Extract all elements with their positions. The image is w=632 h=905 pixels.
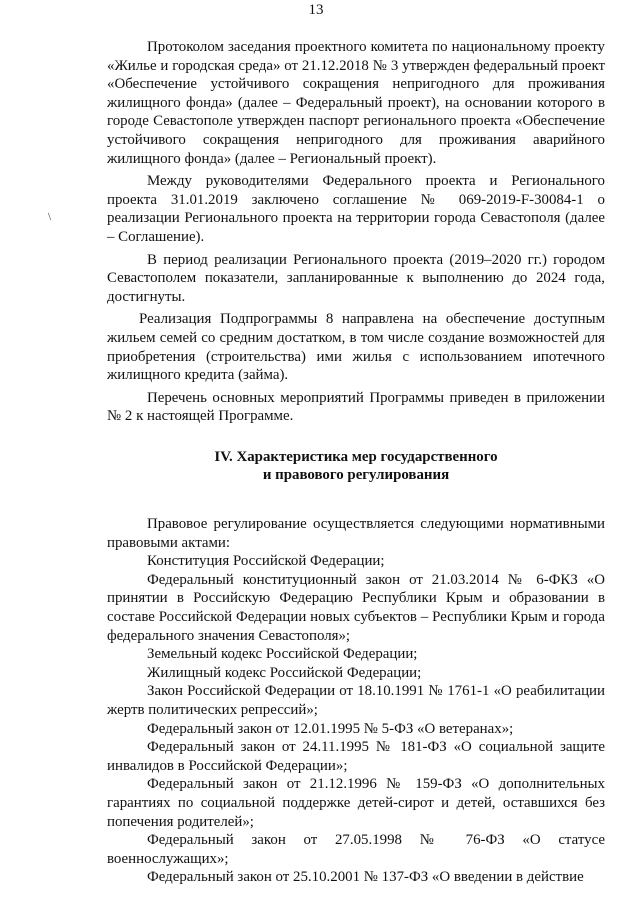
paragraph-subprogram: Реализация Подпрограммы 8 направлена на обеспечение доступным жильем семей со средним достатком, в том числе создание возможностей для приобретения (строительства) ими жилья с использованием ипотечного жилищного кредита (займа). bbox=[107, 311, 605, 384]
document-body bbox=[107, 38, 605, 887]
paragraph-list-reference: Перечень основных мероприятий Программы приведен в приложении № 2 к настоящей Программе. bbox=[107, 389, 605, 425]
margin-mark: \ bbox=[48, 211, 52, 223]
list-item-military-law: Федеральный закон от 27.05.1998 № 76-ФЗ «О статусе военнослужащих»; bbox=[107, 832, 605, 867]
list-item-fkz: Федеральный конституционный закон от 21.03.2014 № 6-ФКЗ «О принятии в Российскую Федерацию Республики Крым и образовании в составе Российской Федерации новых субъектов – Республики Крым и города федерального значения Севастополя»; bbox=[107, 571, 605, 644]
list-intro: Правовое регулирование осуществляется следующими нормативными правовыми актами: bbox=[107, 516, 605, 551]
list-item-land-code: Земельный кодекс Российской Федерации; bbox=[147, 646, 418, 663]
section-heading bbox=[107, 448, 605, 485]
page-number: 13 bbox=[308, 2, 324, 18]
section-heading-line1: IV. Характеристика мер государственного bbox=[214, 448, 498, 465]
paragraph-agreement: Между руководителями Федерального проекта и Регионального проекта 31.01.2019 заключено соглашение № 069-2019-F-30084-1 о реализации Регионального проекта на территории города Севастополя (далее – Соглашение). bbox=[107, 173, 605, 245]
list-item-housing-code: Жилищный кодекс Российской Федерации; bbox=[147, 664, 422, 681]
paragraph-period: В период реализации Регионального проекта (2019–2020 гг.) городом Севастополем показатели, запланированные к выполнению до 2024 года, достигнуты. bbox=[107, 251, 605, 305]
list-item-rehabilitation-law: Закон Российской Федерации от 18.10.1991 № 1761-1 «О реабилитации жертв политических репрессий»; bbox=[107, 683, 605, 718]
list-item-enactment-law: Федеральный закон от 25.10.2001 № 137-ФЗ «О введении в действие bbox=[147, 869, 584, 886]
section-heading-line2: и правового регулирования bbox=[262, 467, 450, 484]
paragraph-protocol: Протоколом заседания проектного комитета по национальному проекту «Жилье и городская среда» от 21.12.2018 № 3 утвержден федеральный проект «Обеспечение устойчивого сокращения непригодного для проживания жилищного фонда» (далее – Федеральный проект), на основании которого в городе Севастополе утвержден паспорт регионального проекта «Обеспечение устойчивого сокращения непригодного для проживания аварийного жилищного фонда» (далее – Региональный проект). bbox=[107, 39, 605, 167]
list-item-orphans-law: Федеральный закон от 21.12.1996 № 159-ФЗ «О дополнительных гарантиях по социальной поддержке детей-сирот и детей, оставшихся без попечения родителей»; bbox=[107, 776, 605, 830]
list-item-constitution: Конституция Российской Федерации; bbox=[147, 553, 385, 570]
list-item-disabled-law: Федеральный закон от 24.11.1995 № 181-ФЗ «О социальной защите инвалидов в Российской Федерации»; bbox=[107, 739, 605, 774]
list-item-veterans-law: Федеральный закон от 12.01.1995 № 5-ФЗ «О ветеранах»; bbox=[147, 720, 514, 737]
